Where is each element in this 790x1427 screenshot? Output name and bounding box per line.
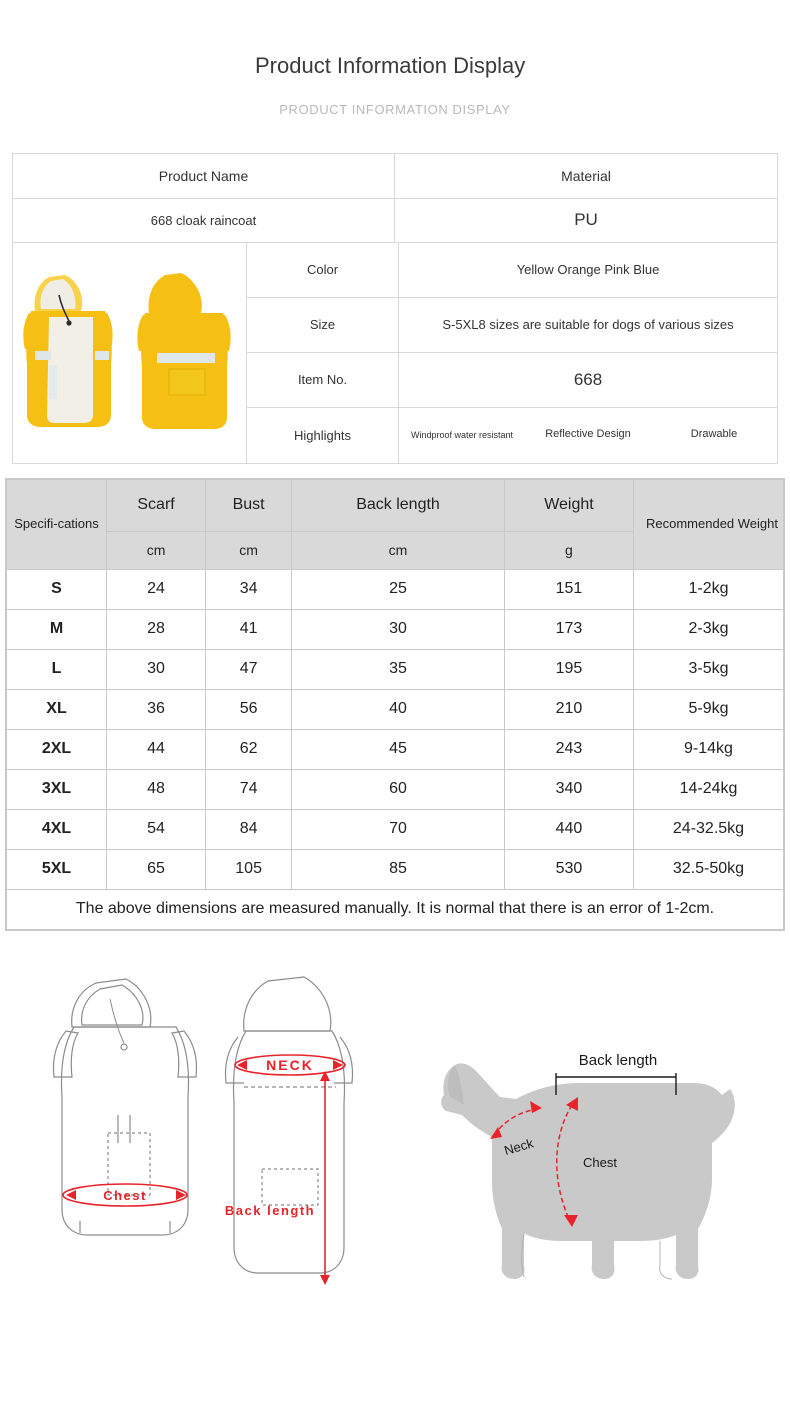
size-header-row xyxy=(7,479,784,531)
table-row xyxy=(7,769,784,809)
spec-label-size: Size xyxy=(247,298,399,352)
highlight-drawable: Drawable xyxy=(690,428,738,441)
product-image-cell xyxy=(13,243,247,463)
cell-size: M xyxy=(7,609,107,649)
cell-recommended: 24-32.5kg xyxy=(634,809,784,849)
product-name-value: 668 cloak raincoat xyxy=(13,199,395,242)
cell-recommended: 1-2kg xyxy=(634,569,784,609)
cell-scarf: 65 xyxy=(107,849,206,889)
cell-back: 45 xyxy=(292,729,505,769)
cell-bust: 74 xyxy=(206,769,292,809)
spec-label-item-no: Item No. xyxy=(247,353,399,407)
cell-weight: 440 xyxy=(504,809,633,849)
cell-weight: 173 xyxy=(504,609,633,649)
cell-recommended: 5-9kg xyxy=(634,689,784,729)
cell-scarf: 24 xyxy=(107,569,206,609)
cell-scarf: 48 xyxy=(107,769,206,809)
cell-back: 60 xyxy=(292,769,505,809)
cell-recommended: 14-24kg xyxy=(634,769,784,809)
cell-scarf: 36 xyxy=(107,689,206,729)
cell-weight: 243 xyxy=(504,729,633,769)
cell-scarf: 28 xyxy=(107,609,206,649)
cell-recommended: 32.5-50kg xyxy=(634,849,784,889)
header-weight: Weight xyxy=(504,479,633,531)
cell-bust: 34 xyxy=(206,569,292,609)
cell-size: 3XL xyxy=(7,769,107,809)
label-neck: NECK xyxy=(266,1056,314,1073)
coat-back-diagram xyxy=(226,977,353,1273)
cell-size: 5XL xyxy=(7,849,107,889)
product-info-table xyxy=(12,153,778,464)
spec-value-item-no: 668 xyxy=(573,369,603,389)
raincoat-back-photo xyxy=(135,265,240,440)
table-row xyxy=(7,849,784,889)
header-specifications: Specifi-cations xyxy=(7,479,107,569)
spec-value-size: S-5XL8 sizes are suitable for dogs of various sizes xyxy=(442,317,734,332)
table-row xyxy=(7,569,784,609)
cell-back: 85 xyxy=(292,849,505,889)
size-note-row xyxy=(7,889,784,929)
cell-bust: 41 xyxy=(206,609,292,649)
label-dog-neck: Neck xyxy=(502,1134,536,1158)
cell-size: 4XL xyxy=(7,809,107,849)
cell-bust: 105 xyxy=(206,849,292,889)
cell-scarf: 30 xyxy=(107,649,206,689)
info-header-row xyxy=(13,154,777,199)
product-name-header: Product Name xyxy=(13,154,395,198)
back-length-arrow-down-icon xyxy=(320,1275,330,1285)
size-table-body xyxy=(7,569,784,929)
cell-weight: 195 xyxy=(504,649,633,689)
cell-recommended: 9-14kg xyxy=(634,729,784,769)
page-subtitle: PRODUCT INFORMATION DISPLAY xyxy=(279,101,511,117)
cell-size: L xyxy=(7,649,107,689)
material-header: Material xyxy=(561,167,611,184)
dog-silhouette xyxy=(441,1063,735,1279)
page-title: Product Information Display xyxy=(255,53,526,78)
spec-row-size xyxy=(247,298,777,353)
header-bust: Bust xyxy=(206,479,292,531)
table-row xyxy=(7,729,784,769)
cell-weight: 210 xyxy=(504,689,633,729)
cell-back: 40 xyxy=(292,689,505,729)
label-dog-back-length: Back length xyxy=(578,1051,658,1069)
table-row xyxy=(7,649,784,689)
cell-weight: 151 xyxy=(504,569,633,609)
spec-value-highlights xyxy=(399,408,777,463)
cell-bust: 56 xyxy=(206,689,292,729)
cell-back: 70 xyxy=(292,809,505,849)
cell-bust: 62 xyxy=(206,729,292,769)
unit-bust: cm xyxy=(206,531,292,569)
unit-back-length: cm xyxy=(292,531,505,569)
label-chest: Chest xyxy=(103,1187,147,1203)
cell-scarf: 54 xyxy=(107,809,206,849)
cell-scarf: 44 xyxy=(107,729,206,769)
cell-back: 35 xyxy=(292,649,505,689)
page-header xyxy=(0,0,790,117)
unit-scarf: cm xyxy=(107,531,206,569)
spec-label-color: Color xyxy=(247,243,399,297)
table-row xyxy=(7,809,784,849)
cell-bust: 47 xyxy=(206,649,292,689)
table-row xyxy=(7,609,784,649)
cell-size: 2XL xyxy=(7,729,107,769)
info-value-row xyxy=(13,199,777,243)
spec-row-item-no xyxy=(247,353,777,408)
measurement-diagram-svg xyxy=(0,947,790,1307)
spec-label-highlights: Highlights xyxy=(247,408,399,463)
spec-row-color xyxy=(247,243,777,298)
info-bottom-section xyxy=(13,243,777,463)
cell-back: 30 xyxy=(292,609,505,649)
header-scarf: Scarf xyxy=(107,479,206,531)
highlight-reflective: Reflective Design xyxy=(545,428,631,441)
cell-size: XL xyxy=(7,689,107,729)
cell-back: 25 xyxy=(292,569,505,609)
size-chart-table xyxy=(5,478,785,931)
raincoat-front-photo xyxy=(19,265,129,440)
cell-recommended: 2-3kg xyxy=(634,609,784,649)
size-note: The above dimensions are measured manually. It is normal that there is an error of 1-2cm. xyxy=(7,889,784,929)
unit-weight: g xyxy=(504,531,633,569)
highlight-windproof: Windproof water resistant xyxy=(410,429,514,440)
header-back-length: Back length xyxy=(292,479,505,531)
cell-size: S xyxy=(7,569,107,609)
cell-weight: 530 xyxy=(504,849,633,889)
cell-bust: 84 xyxy=(206,809,292,849)
spec-rows xyxy=(247,243,777,463)
header-recommended-weight: Recommended Weight xyxy=(634,479,784,569)
raincoat-illustration xyxy=(19,265,240,440)
cell-weight: 340 xyxy=(504,769,633,809)
table-row xyxy=(7,689,784,729)
material-value: PU xyxy=(574,210,598,229)
cell-recommended: 3-5kg xyxy=(634,649,784,689)
spec-row-highlights xyxy=(247,408,777,463)
measurement-diagrams xyxy=(0,947,790,1307)
spec-value-color: Yellow Orange Pink Blue xyxy=(516,262,660,277)
label-back-length: Back length xyxy=(224,1202,316,1218)
label-dog-chest: Chest xyxy=(583,1154,617,1170)
